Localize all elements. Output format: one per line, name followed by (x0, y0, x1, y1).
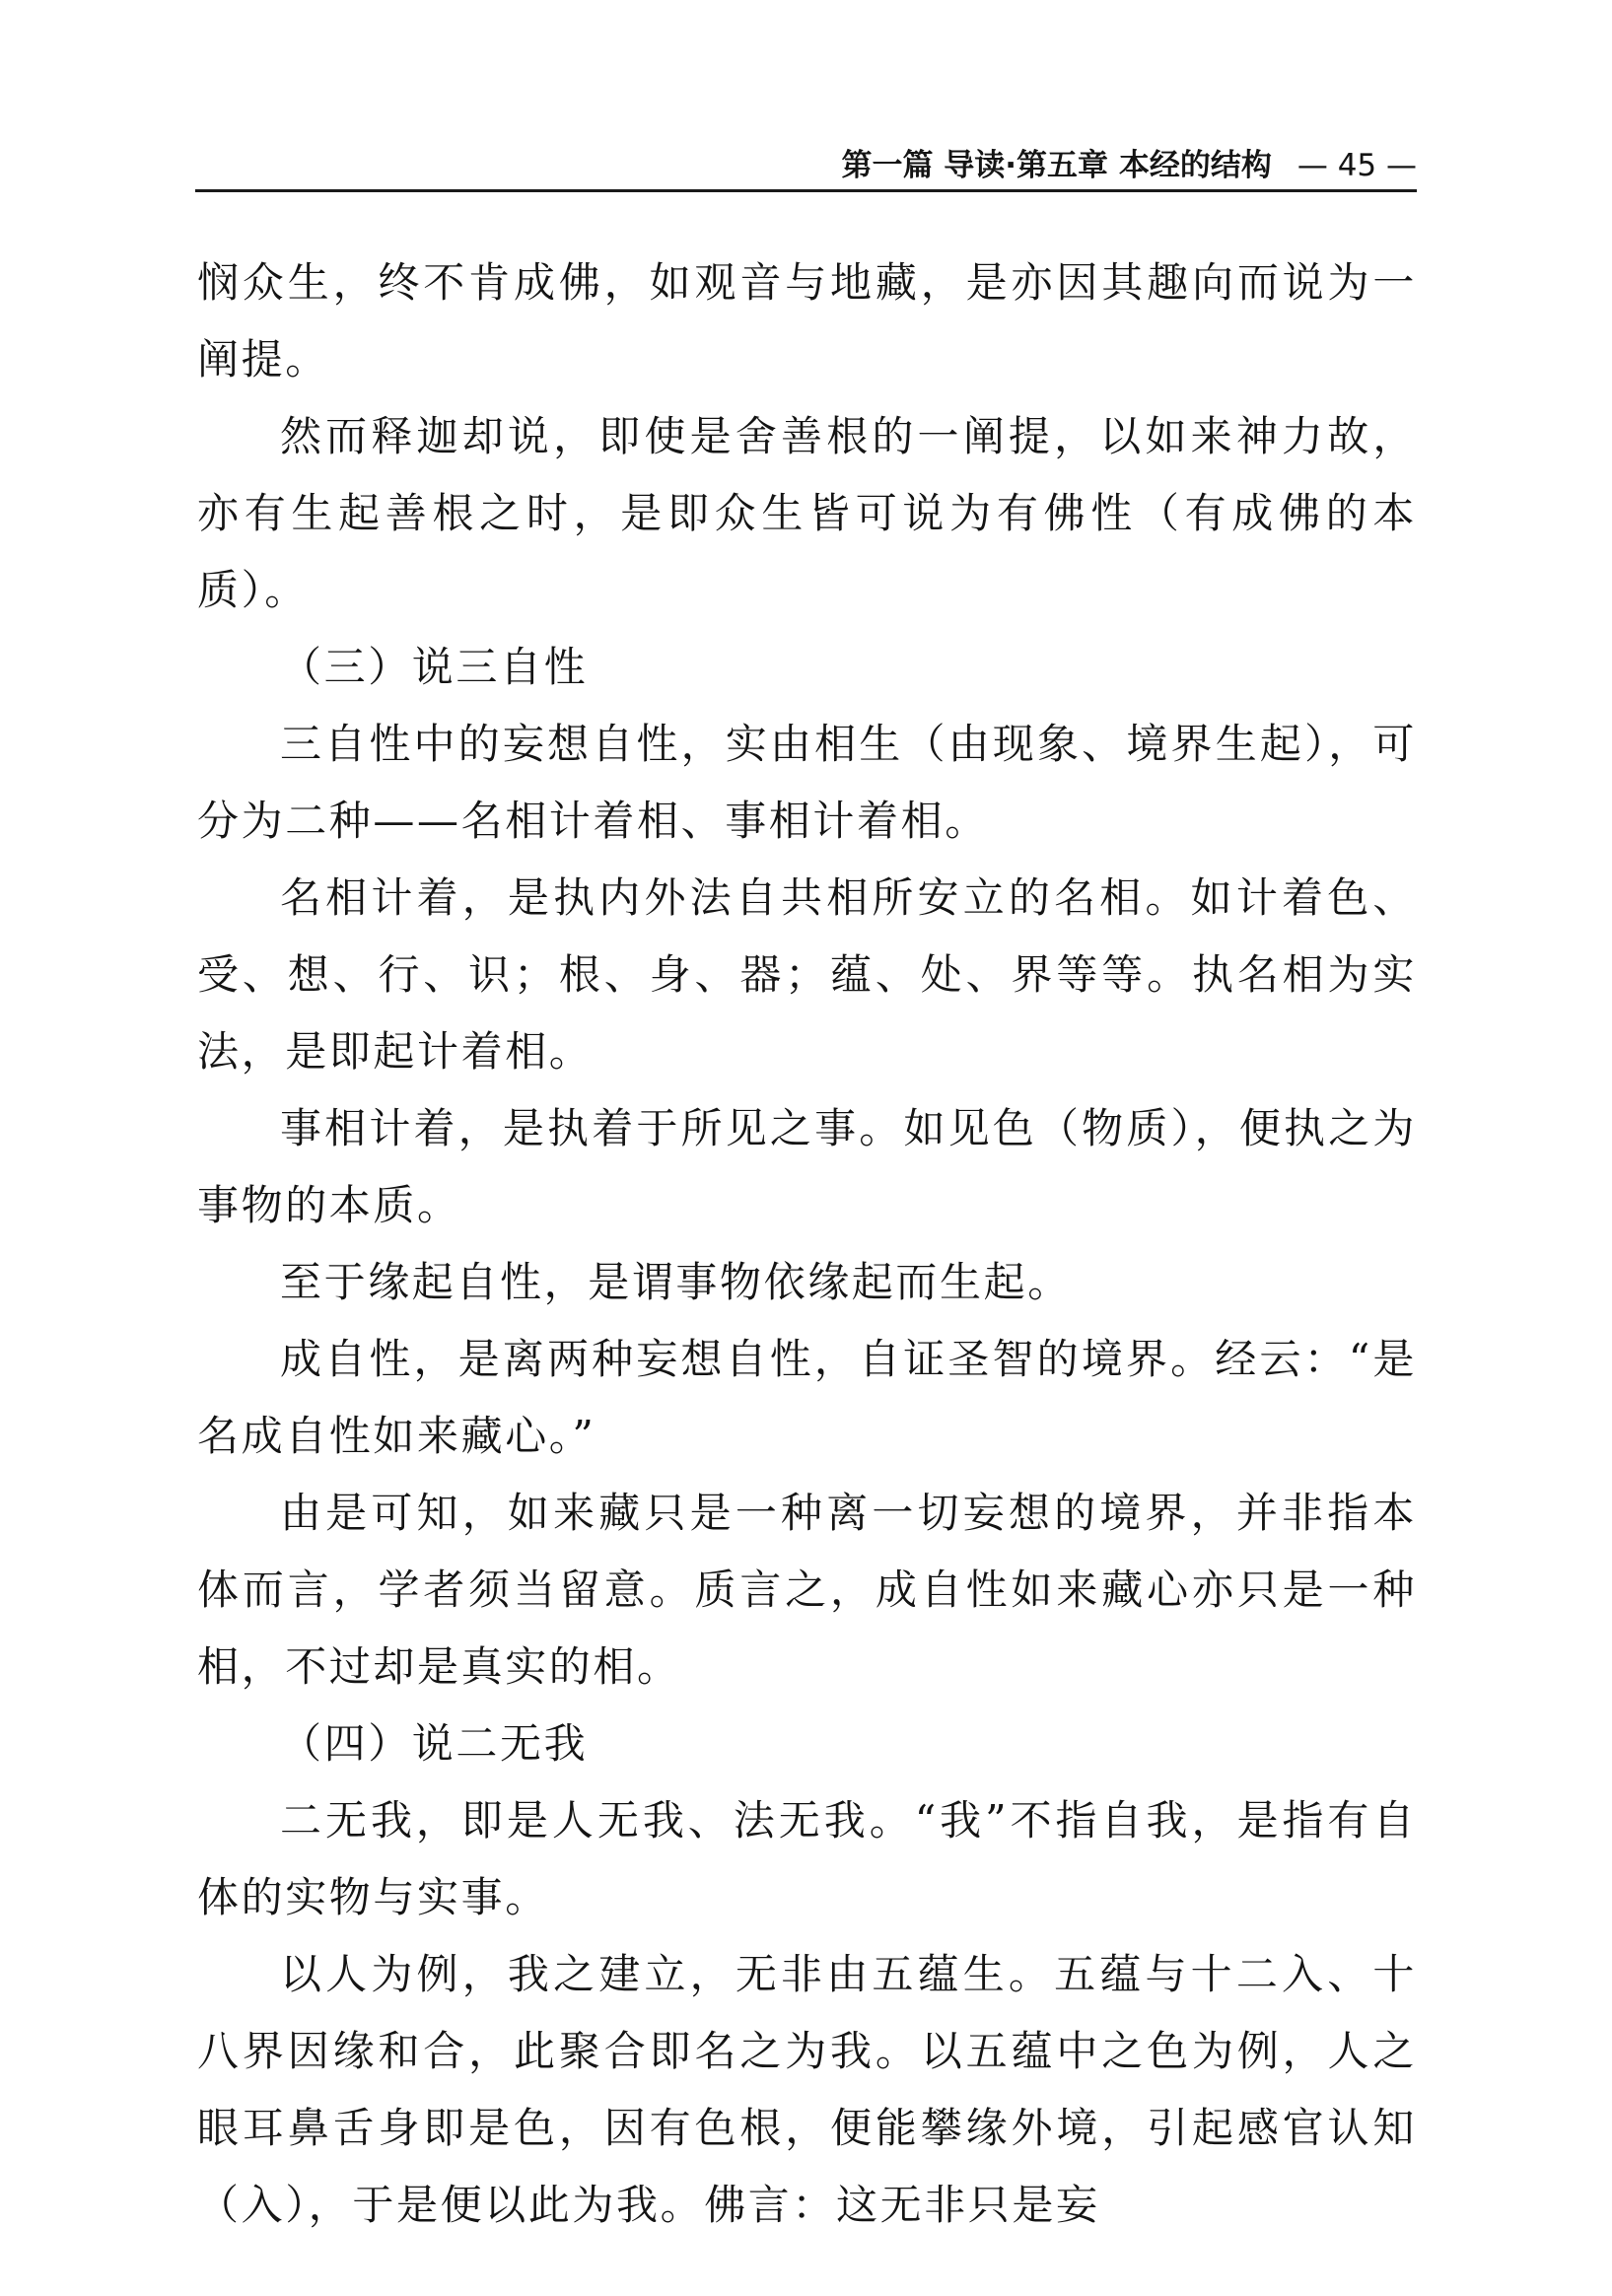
header-rule (195, 189, 1417, 192)
paragraph: 二无我，即是人无我、法无我。“我”不指自我，是指有自体的实物与实事。 (197, 1796, 1417, 1921)
paragraph: 三自性中的妄想自性，实由相生（由现象、境界生起），可分为二种——名相计着相、事相计着相。 (197, 720, 1417, 845)
section-heading: （四）说二无我 (280, 1719, 589, 1768)
paragraph: 名相计着，是执内外法自共相所安立的名相。如计着色、受、想、行、识；根、身、器；蕴、处、界等等。执名相为实法，是即起计着相。 (197, 873, 1417, 1076)
paragraph: 然而释迦却说，即使是舍善根的一阐提，以如来神力故，亦有生起善根之时，是即众生皆可说为有佛性（有成佛的本质）。 (197, 412, 1417, 614)
paragraph: 以人为例，我之建立，无非由五蕴生。五蕴与十二入、十八界因缘和合，此聚合即名之为我。以五蕴中之色为例，人之眼耳鼻舌身即是色，因有色根，便能攀缘外境，引起感官认知（入），于是便以此为我。佛言：这无非只是妄 (197, 1950, 1417, 2229)
section-heading: （三）说三自性 (280, 643, 589, 691)
page-number: — 45 — (1297, 148, 1417, 183)
paragraph: 由是可知，如来藏只是一种离一切妄想的境界，并非指本体而言，学者须当留意。质言之，成自性如来藏心亦只是一种相，不过却是真实的相。 (197, 1489, 1417, 1691)
header-title: 第一篇 导读·第五章 本经的结构 (841, 148, 1272, 183)
paragraph: 成自性，是离两种妄想自性，自证圣智的境界。经云：“是名成自性如来藏心。” (197, 1335, 1417, 1460)
paragraph: 悯众生，终不肯成佛，如观音与地藏，是亦因其趣向而说为一阐提。 (197, 258, 1417, 383)
paragraph: 至于缘起自性，是谓事物依缘起而生起。 (280, 1258, 1072, 1306)
running-header (197, 146, 1417, 195)
paragraph: 事相计着，是执着于所见之事。如见色（物质），便执之为事物的本质。 (197, 1104, 1417, 1229)
body-text (197, 244, 1417, 2244)
